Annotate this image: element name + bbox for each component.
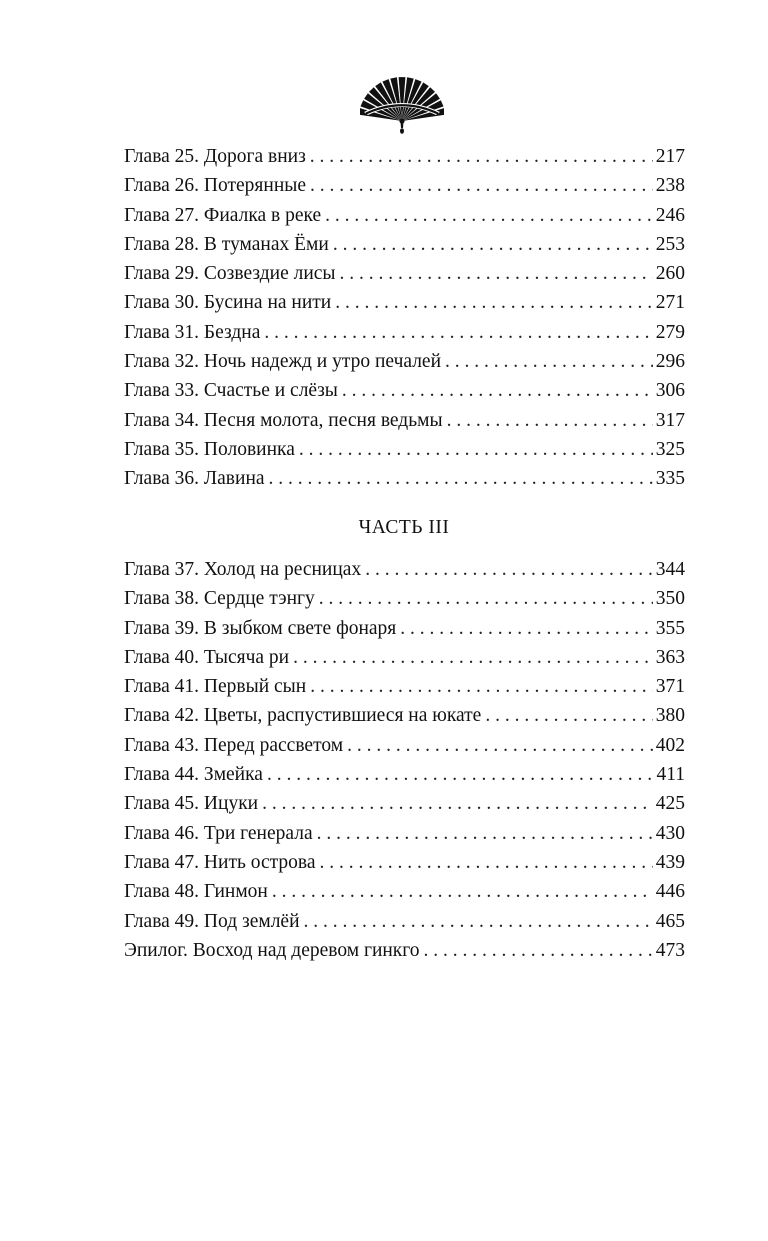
dot-leader	[320, 848, 653, 877]
toc-entry-page: 446	[655, 881, 685, 903]
dot-leader	[310, 672, 653, 701]
toc-entry-title: Глава 47. Нить острова	[124, 851, 316, 873]
toc-entry-title: Глава 37. Холод на ресницах	[124, 559, 362, 580]
toc-entry[interactable]	[124, 760, 685, 789]
toc-entry-title: Глава 39. В зыбком свете фонаря	[124, 617, 397, 639]
toc-entry-title: Глава 34. Песня молота, песня ведьмы	[124, 409, 443, 431]
toc-entry-page: 344	[655, 559, 685, 580]
toc-entry-page: 271	[655, 292, 685, 314]
toc-entry-page: 335	[655, 468, 685, 490]
toc-entry-title: Глава 49. Под землёй	[124, 910, 300, 932]
toc-entry-page: 253	[655, 233, 685, 255]
toc-entry-page: 473	[655, 939, 685, 961]
dot-leader	[424, 936, 653, 965]
toc-entry-title: Глава 44. Змейка	[124, 764, 263, 786]
toc-entry-page: 217	[655, 146, 685, 167]
dot-leader	[347, 731, 653, 760]
toc-entry-title: Эпилог. Восход над деревом гинкго	[124, 939, 420, 961]
toc-entry-page: 325	[655, 438, 685, 460]
toc-entry-title: Глава 41. Первый сын	[124, 676, 307, 698]
dot-leader	[310, 171, 653, 200]
toc-entry-title: Глава 42. Цветы, распустившиеся на юкате	[124, 705, 482, 727]
toc-entry-title: Глава 43. Перед рассветом	[124, 734, 344, 756]
toc-entry-page: 317	[655, 409, 685, 431]
dot-leader	[400, 614, 652, 643]
toc-entry-title: Глава 38. Сердце тэнгу	[124, 588, 315, 610]
toc-entry[interactable]	[124, 672, 685, 701]
toc-entry-page: 371	[655, 676, 685, 698]
toc-entry[interactable]	[124, 230, 685, 259]
dot-leader	[304, 907, 653, 936]
dot-leader	[264, 318, 652, 347]
dot-leader	[342, 376, 653, 405]
dot-leader	[269, 464, 653, 493]
toc-entry[interactable]	[124, 555, 685, 584]
toc-entry-title: Глава 30. Бусина на нити	[124, 292, 332, 314]
dot-leader	[335, 288, 653, 317]
toc-entry[interactable]	[124, 406, 685, 435]
dot-leader	[445, 347, 653, 376]
toc-entry[interactable]	[124, 907, 685, 936]
dot-leader	[299, 435, 653, 464]
toc-entry-title: Глава 28. В туманах Ёми	[124, 233, 329, 255]
toc-entry-title: Глава 31. Бездна	[124, 321, 261, 343]
toc-entry-page: 465	[655, 910, 685, 932]
toc-entry-page: 246	[655, 204, 685, 226]
toc-entry-title: Глава 36. Лавина	[124, 468, 265, 490]
toc-entry-page: 260	[655, 263, 685, 285]
toc-entry-title: Глава 32. Ночь надежд и утро печалей	[124, 351, 442, 373]
toc-entry-page: 355	[655, 617, 685, 639]
toc-entry[interactable]	[124, 142, 685, 171]
toc-entry-page: 402	[655, 734, 685, 756]
toc-entry-page: 296	[655, 351, 685, 373]
toc-entry[interactable]	[124, 701, 685, 730]
toc-entry-title: Глава 25. Дорога вниз	[124, 146, 306, 167]
toc-entry[interactable]	[124, 789, 685, 818]
toc-entry-page: 363	[655, 646, 685, 668]
toc-entry-page: 279	[655, 321, 685, 343]
toc-entry-page: 306	[655, 380, 685, 402]
toc-entry-title: Глава 29. Созвездие лисы	[124, 263, 336, 285]
toc-entry[interactable]	[124, 288, 685, 317]
dot-leader	[333, 230, 653, 259]
toc-entry[interactable]	[124, 731, 685, 760]
dot-leader	[272, 877, 653, 906]
toc-entry-title: Глава 46. Три генерала	[124, 822, 313, 844]
toc-entry-page: 350	[655, 588, 685, 610]
toc-entry-title: Глава 45. Ицуки	[124, 793, 259, 815]
dot-leader	[262, 789, 653, 818]
toc-entry[interactable]	[124, 464, 685, 493]
dot-leader	[319, 584, 653, 613]
toc-entry-title: Глава 40. Тысяча ри	[124, 646, 290, 668]
toc-entry[interactable]	[124, 201, 685, 230]
toc-entry-page: 238	[655, 175, 685, 197]
toc-entry[interactable]	[124, 877, 685, 906]
toc-entry[interactable]	[124, 376, 685, 405]
toc-entry-title: Глава 27. Фиалка в реке	[124, 204, 322, 226]
dot-leader	[340, 259, 653, 288]
dot-leader	[310, 142, 653, 171]
dot-leader	[365, 555, 653, 584]
folding-fan-icon	[360, 68, 444, 136]
toc-part2-list	[124, 142, 685, 494]
dot-leader	[317, 819, 653, 848]
toc-entry-title: Глава 48. Гинмон	[124, 881, 268, 903]
toc-entry[interactable]	[124, 435, 685, 464]
toc-entry-title: Глава 35. Половинка	[124, 438, 295, 460]
part-heading: ЧАСТЬ III	[358, 517, 450, 538]
dot-leader	[447, 406, 653, 435]
toc-entry-title: Глава 26. Потерянные	[124, 175, 307, 197]
toc-entry-page: 411	[656, 764, 685, 786]
toc-entry-page: 425	[655, 793, 685, 815]
toc-entry-page: 439	[655, 851, 685, 873]
toc-entry[interactable]	[124, 614, 685, 643]
toc-entry-page: 430	[655, 822, 685, 844]
toc-entry[interactable]	[124, 643, 685, 672]
toc-entry[interactable]	[124, 347, 685, 376]
toc-entry[interactable]	[124, 259, 685, 288]
toc-entry[interactable]	[124, 819, 685, 848]
toc-entry[interactable]	[124, 936, 685, 965]
dot-leader	[325, 201, 653, 230]
toc-part3-list	[124, 555, 685, 965]
toc-entry[interactable]	[124, 848, 685, 877]
dot-leader	[485, 701, 652, 730]
toc-entry[interactable]	[124, 318, 685, 347]
toc-entry-page: 380	[655, 705, 685, 727]
toc-entry-title: Глава 33. Счастье и слёзы	[124, 380, 338, 402]
dot-leader	[267, 760, 654, 789]
dot-leader	[293, 643, 653, 672]
toc-entry[interactable]	[124, 171, 685, 200]
toc-entry[interactable]	[124, 584, 685, 613]
